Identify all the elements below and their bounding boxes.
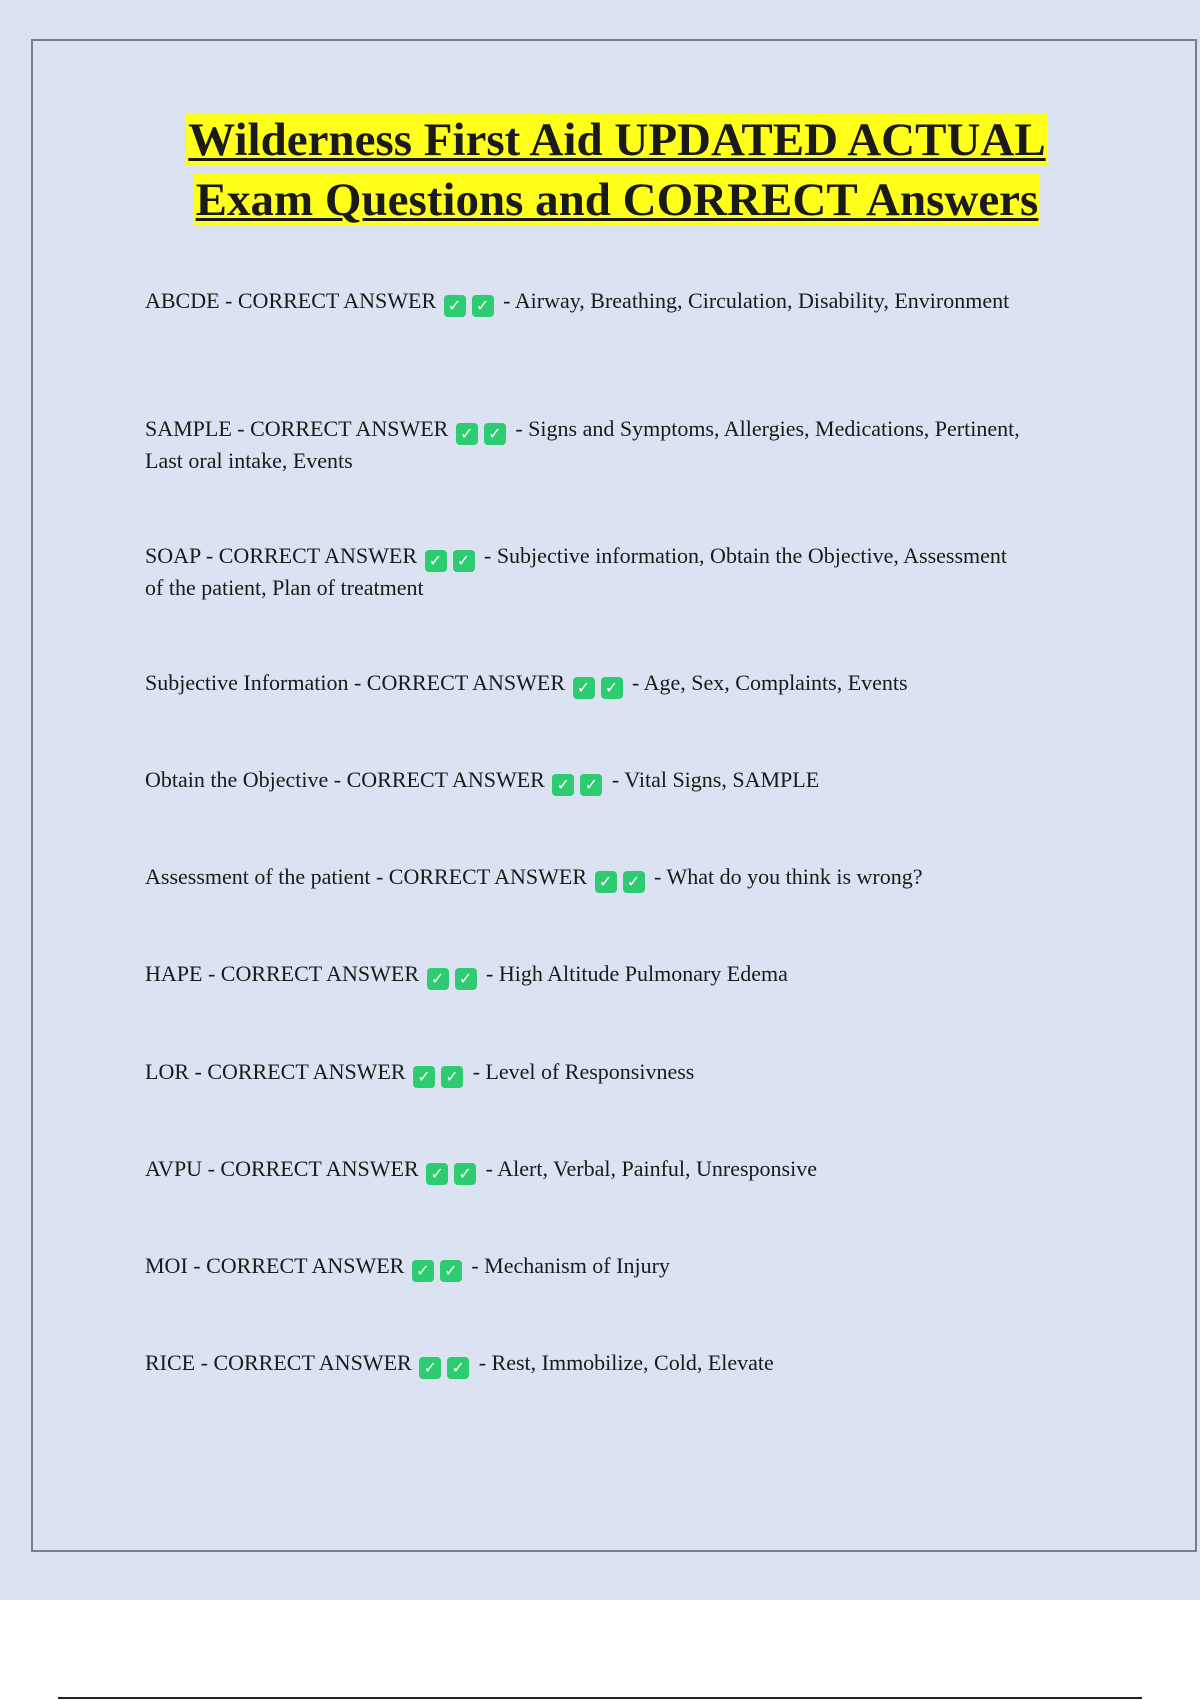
page-divider (58, 1697, 1142, 1699)
qa-answer: - Rest, Immobilize, Cold, Elevate (478, 1350, 774, 1375)
check-icon: ✓ (453, 550, 475, 572)
qa-term: Subjective Information - CORRECT ANSWER (145, 670, 566, 695)
qa-term: ABCDE - CORRECT ANSWER (145, 288, 437, 313)
check-icon: ✓ (454, 1163, 476, 1185)
qa-term: MOI - CORRECT ANSWER (145, 1253, 405, 1278)
qa-item-sample (145, 413, 1025, 477)
qa-item-abcde (145, 285, 1025, 317)
qa-item-rice (145, 1347, 1025, 1379)
qa-term: SAMPLE - CORRECT ANSWER (145, 416, 449, 441)
check-icon: ✓ (623, 871, 645, 893)
check-icon: ✓ (472, 295, 494, 317)
check-icon: ✓ (426, 1163, 448, 1185)
check-icon: ✓ (444, 295, 466, 317)
title-line-1: Wilderness First Aid UPDATED ACTUAL (188, 114, 1046, 166)
qa-item-assessment (145, 861, 1025, 893)
qa-answer: - High Altitude Pulmonary Edema (486, 961, 788, 986)
qa-term: SOAP - CORRECT ANSWER (145, 543, 417, 568)
check-icon: ✓ (440, 1260, 462, 1282)
qa-answer: - Signs and Symptoms, Allergies, Medications, Pertinent, Last oral intake, Events (145, 416, 1020, 473)
check-icon: ✓ (456, 423, 478, 445)
qa-item-lor (145, 1056, 1025, 1088)
check-icon: ✓ (441, 1066, 463, 1088)
qa-item-moi (145, 1250, 1025, 1282)
check-icon: ✓ (573, 677, 595, 699)
qa-item-hape (145, 958, 1025, 990)
qa-answer: - Mechanism of Injury (471, 1253, 670, 1278)
check-icon: ✓ (425, 550, 447, 572)
qa-answer: - Alert, Verbal, Painful, Unresponsive (485, 1156, 817, 1181)
check-icon: ✓ (447, 1357, 469, 1379)
document-title (0, 110, 1200, 230)
check-icon: ✓ (601, 677, 623, 699)
qa-term: HAPE - CORRECT ANSWER (145, 961, 420, 986)
qa-term: Obtain the Objective - CORRECT ANSWER (145, 767, 545, 792)
check-icon: ✓ (484, 423, 506, 445)
title-line-2: Exam Questions and CORRECT Answers (195, 174, 1039, 226)
qa-answer: - Vital Signs, SAMPLE (611, 767, 820, 792)
check-icon: ✓ (552, 774, 574, 796)
qa-term: LOR - CORRECT ANSWER (145, 1059, 406, 1084)
qa-answer: - Level of Responsivness (472, 1059, 695, 1084)
qa-term: RICE - CORRECT ANSWER (145, 1350, 412, 1375)
check-icon: ✓ (455, 968, 477, 990)
check-icon: ✓ (427, 968, 449, 990)
check-icon: ✓ (580, 774, 602, 796)
qa-item-soap (145, 540, 1025, 604)
qa-answer: - What do you think is wrong? (654, 864, 923, 889)
check-icon: ✓ (419, 1357, 441, 1379)
qa-answer: - Subjective information, Obtain the Objective, Assessment of the patient, Plan of treatment (145, 543, 1008, 600)
check-icon: ✓ (595, 871, 617, 893)
qa-answer: - Age, Sex, Complaints, Events (632, 670, 908, 695)
check-icon: ✓ (412, 1260, 434, 1282)
qa-answer: - Airway, Breathing, Circulation, Disability, Environment (503, 288, 1010, 313)
qa-item-avpu (145, 1153, 1025, 1185)
qa-item-subjective-information (145, 667, 1025, 699)
qa-term: AVPU - CORRECT ANSWER (145, 1156, 419, 1181)
qa-item-obtain-objective (145, 764, 1025, 796)
check-icon: ✓ (413, 1066, 435, 1088)
qa-term: Assessment of the patient - CORRECT ANSWER (145, 864, 588, 889)
